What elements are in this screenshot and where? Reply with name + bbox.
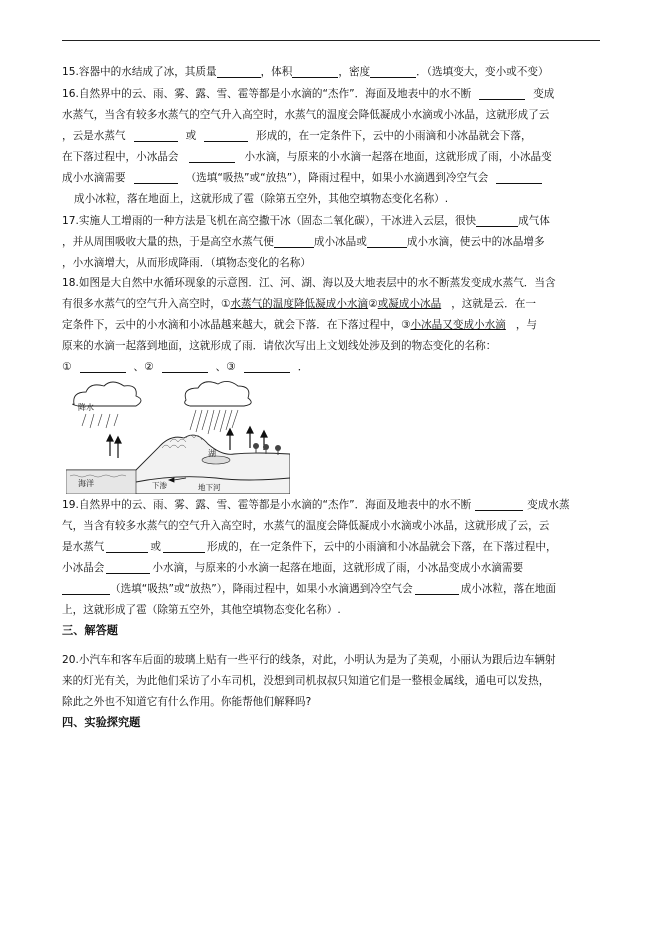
- question-19: [62, 495, 602, 621]
- answer-blank[interactable]: [475, 497, 523, 511]
- question-16: [62, 84, 602, 210]
- q18-text: ，与: [515, 319, 538, 331]
- q15-text: ，密度: [338, 66, 371, 78]
- q18-text: ②: [368, 298, 378, 310]
- q19-text: 或: [150, 541, 161, 553]
- q16-text: 变成: [533, 88, 555, 100]
- q15-text: ．（选填变大，变小或不变）: [416, 66, 549, 78]
- answer-blank[interactable]: [496, 170, 542, 184]
- answer-blank[interactable]: [189, 149, 235, 163]
- question-20: [62, 650, 602, 713]
- q17-text: ，小水滴增大，从而形成降雨．（填物态变化的名称）: [62, 257, 311, 269]
- q16-text: 形成的，在一定条件下，云中的小雨滴和小冰晶就会下落，: [256, 130, 532, 142]
- rain-icon: [82, 410, 238, 434]
- q16-text: 或: [185, 130, 197, 142]
- q18-text: 原来的水滴一起落到地面，这就形成了雨．请依次写出上文划线处涉及到的物态变化的名称：: [62, 340, 497, 352]
- q15-text: 15.容器中的水结成了冰，其质量: [62, 66, 217, 78]
- figure-label-rain: 降水: [78, 403, 94, 412]
- answer-blank[interactable]: [370, 64, 416, 78]
- q19-text: 是水蒸气: [62, 541, 105, 553]
- answer-blank[interactable]: [479, 86, 525, 100]
- q19-text: 上，这就形成了雹（除第五空外，其他空填物态变化名称）.: [62, 604, 341, 616]
- answer-blank[interactable]: [476, 213, 518, 227]
- answer-blank[interactable]: [106, 539, 148, 553]
- q18-text: 有很多水蒸气的空气升入高空时，①: [62, 298, 231, 310]
- answer-blank[interactable]: [244, 359, 290, 373]
- q19-text: 成小冰粒，落在地面: [460, 583, 557, 595]
- q16-text: 16.自然界中的云、雨、雾、露、雪、雹等都是小水滴的“杰作”．海面及地表中的水不断: [62, 88, 472, 100]
- answer-blank[interactable]: [134, 128, 178, 142]
- header-rule: [62, 40, 600, 41]
- q18-text: ．: [297, 361, 309, 373]
- question-18: [62, 273, 602, 378]
- q18-text: 、②: [133, 361, 154, 373]
- q16-text: 小水滴，与原来的小水滴一起落在地面，这就形成了雨，小冰晶变: [244, 151, 552, 163]
- q16-text: ，云是水蒸气: [62, 130, 126, 142]
- figure-label-lake: 湖: [208, 449, 216, 458]
- q18-underlined-phrase: 或凝成小冰晶: [377, 298, 442, 310]
- lake-shape: [202, 456, 230, 464]
- q16-text: （选填“吸热”或“放热”），降雨过程中，如果小水滴遇到冷空气会: [185, 172, 489, 184]
- q16-text: 成小水滴需要: [62, 172, 126, 184]
- answer-blank[interactable]: [163, 539, 205, 553]
- q17-text: 成小水滴，使云中的冰晶增多: [406, 236, 545, 248]
- section-heading: 四、实验探究题: [62, 716, 141, 729]
- answer-blank[interactable]: [274, 234, 314, 248]
- figure-label-infiltration: 下渗: [152, 481, 167, 490]
- q19-text: 小水滴，与原来的小水滴一起落在地面，这就形成了雨，小冰晶变成小水滴需要: [152, 562, 524, 574]
- water-cycle-diagram: [66, 378, 290, 494]
- q18-underlined-phrase: 水蒸气的温度降低凝成小水滴: [230, 298, 369, 310]
- answer-blank[interactable]: [292, 64, 338, 78]
- water-cycle-figure: [66, 378, 290, 494]
- answer-blank[interactable]: [62, 581, 110, 595]
- cloud-icon: [185, 381, 252, 406]
- sea-shape: [66, 470, 136, 494]
- q18-text: ①: [62, 361, 72, 373]
- q18-text: 18.如图是大自然中水循环现象的示意图．江、河、湖、海以及大地表层中的水不断蒸发变成水蒸气．当含: [62, 277, 556, 289]
- answer-blank[interactable]: [80, 359, 126, 373]
- q15-text: ，体积: [260, 66, 293, 78]
- q16-text: 水蒸气，当含有较多水蒸气的空气升入高空时，水蒸气的温度会降低凝成小水滴或小冰晶，这就形成了云: [62, 109, 550, 121]
- answer-blank[interactable]: [204, 128, 248, 142]
- q16-text: 在下落过程中，小冰晶会: [62, 151, 179, 163]
- q19-text: 变成水蒸: [527, 499, 570, 511]
- q18-text: 定条件下，云中的小水滴和小冰晶越来越大，就会下落．在下落过程中，③: [62, 319, 411, 331]
- q16-text: 成小冰粒，落在地面上，这就形成了雹（除第五空外，其他空填物态变化名称）.: [74, 193, 449, 205]
- q20-text: 来的灯光有关，为此他们采访了小车司机，没想到司机叔叔只知道它们是一整根金属线，通电可以发热，: [62, 675, 550, 687]
- q18-underlined-phrase: 小冰晶又变成小水滴: [410, 319, 506, 331]
- answer-blank[interactable]: [162, 359, 208, 373]
- q17-text: 成小冰晶或: [313, 236, 367, 248]
- q19-text: 形成的，在一定条件下，云中的小雨滴和小冰晶就会下落，在下落过程中，: [206, 541, 557, 553]
- answer-blank[interactable]: [106, 560, 150, 574]
- q18-text: ，这就是云．在一: [451, 298, 536, 310]
- q18-text: 、③: [215, 361, 236, 373]
- q19-text: 19.自然界中的云、雨、雾、露、雪、雹等都是小水滴的“杰作”．海面及地表中的水不断: [62, 499, 472, 511]
- q19-text: 气，当含有较多水蒸气的空气升入高空时，水蒸气的温度会降低凝成小水滴或小冰晶，这就形成了云，云: [62, 520, 550, 532]
- answer-blank[interactable]: [415, 581, 459, 595]
- question-15: [62, 62, 602, 83]
- answer-blank[interactable]: [367, 234, 407, 248]
- answer-blank[interactable]: [134, 170, 178, 184]
- section-heading: 三、解答题: [62, 624, 118, 637]
- answer-blank[interactable]: [217, 64, 261, 78]
- q20-text: 20.小汽车和客车后面的玻璃上贴有一些平行的线条，对此，小明认为是为了美观，小丽认为跟后边车辆射: [62, 654, 556, 666]
- figure-label-groundwater: 地下河: [198, 483, 221, 492]
- figure-label-sea: 海洋: [78, 479, 94, 488]
- q17-text: 成气体: [518, 215, 550, 227]
- question-17: [62, 211, 602, 274]
- q19-text: 小冰晶会: [62, 562, 105, 574]
- q20-text: 除此之外也不知道它有什么作用。你能帮他们解释吗?: [62, 696, 312, 708]
- q19-text: （选填“吸热”或“放热”），降雨过程中，如果小水滴遇到冷空气会: [110, 583, 413, 595]
- q17-text: ，并从周围吸收大量的热，于是高空水蒸气便: [62, 236, 274, 248]
- q17-text: 17.实施人工增雨的一种方法是飞机在高空撒干冰（固态二氧化碳），干冰进入云层，很快: [62, 215, 477, 227]
